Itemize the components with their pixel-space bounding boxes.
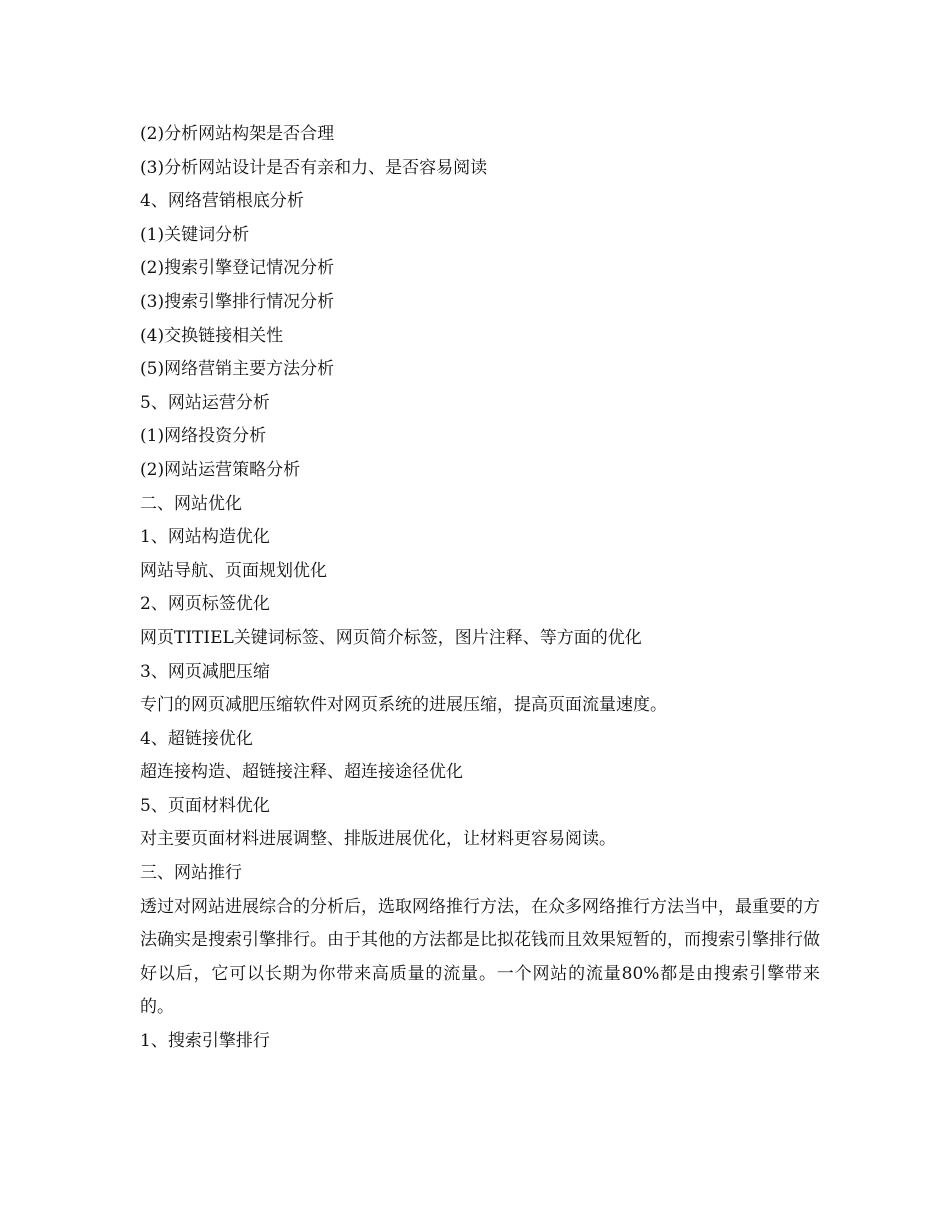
text-structure: 网站导航、页面规划优化 (140, 560, 327, 581)
subheading-links: 4、超链接优化 (140, 728, 253, 749)
chapter-heading-2: 二、网站优化 (140, 493, 242, 514)
text-compress: 专门的网页减肥压缩软件对网页系统的进展压缩，提高页面流量速度。 (140, 695, 667, 716)
item-line-9: (2)网站运营策略分析 (140, 459, 301, 480)
subheading-material: 5、页面材料优化 (140, 795, 270, 816)
subheading-search-ranking: 1、搜索引擎排行 (140, 1031, 270, 1052)
item-line-2: (3)分析网站设计是否有亲和力、是否容易阅读 (140, 157, 488, 178)
item-line-3: (1)关键词分析 (140, 224, 250, 245)
item-line-1: (2)分析网站构架是否合理 (140, 124, 335, 144)
item-line-8: (1)网络投资分析 (140, 426, 267, 447)
item-line-7: (5)网络营销主要方法分析 (140, 359, 335, 380)
document-page (140, 118, 820, 1059)
subheading-tags: 2、网页标签优化 (140, 594, 270, 615)
text-material: 对主要页面材料进展调整、排版进展优化，让材料更容易阅读。 (140, 829, 616, 850)
item-line-4: (2)搜索引擎登记情况分析 (140, 258, 335, 279)
section-heading-5: 5、网站运营分析 (140, 392, 270, 413)
subheading-compress: 3、网页减肥压缩 (140, 661, 270, 682)
text-tags: 网页TITIEL关键词标签、网页简介标签，图片注释、等方面的优化 (140, 627, 642, 648)
body-paragraph: 透过对网站进展综合的分析后，选取网络推行方法，在众多网络推行方法当中，最重要的方法确实是搜索引擎排行。由于其他的方法都是比拟花钱而且效果短暂的，而搜索引擎排行做好以后，它可以长期为你带来高质量的流量。一个网站的流量80%都是由搜索引擎带来的。 (140, 896, 820, 1018)
text-links: 超连接构造、超链接注释、超连接途径优化 (140, 762, 463, 783)
subheading-structure: 1、网站构造优化 (140, 527, 270, 548)
item-line-6: (4)交换链接相关性 (140, 325, 284, 346)
item-line-5: (3)搜索引擎排行情况分析 (140, 291, 335, 312)
chapter-heading-3: 三、网站推行 (140, 863, 242, 884)
section-heading-4: 4、网络营销根底分析 (140, 191, 304, 212)
